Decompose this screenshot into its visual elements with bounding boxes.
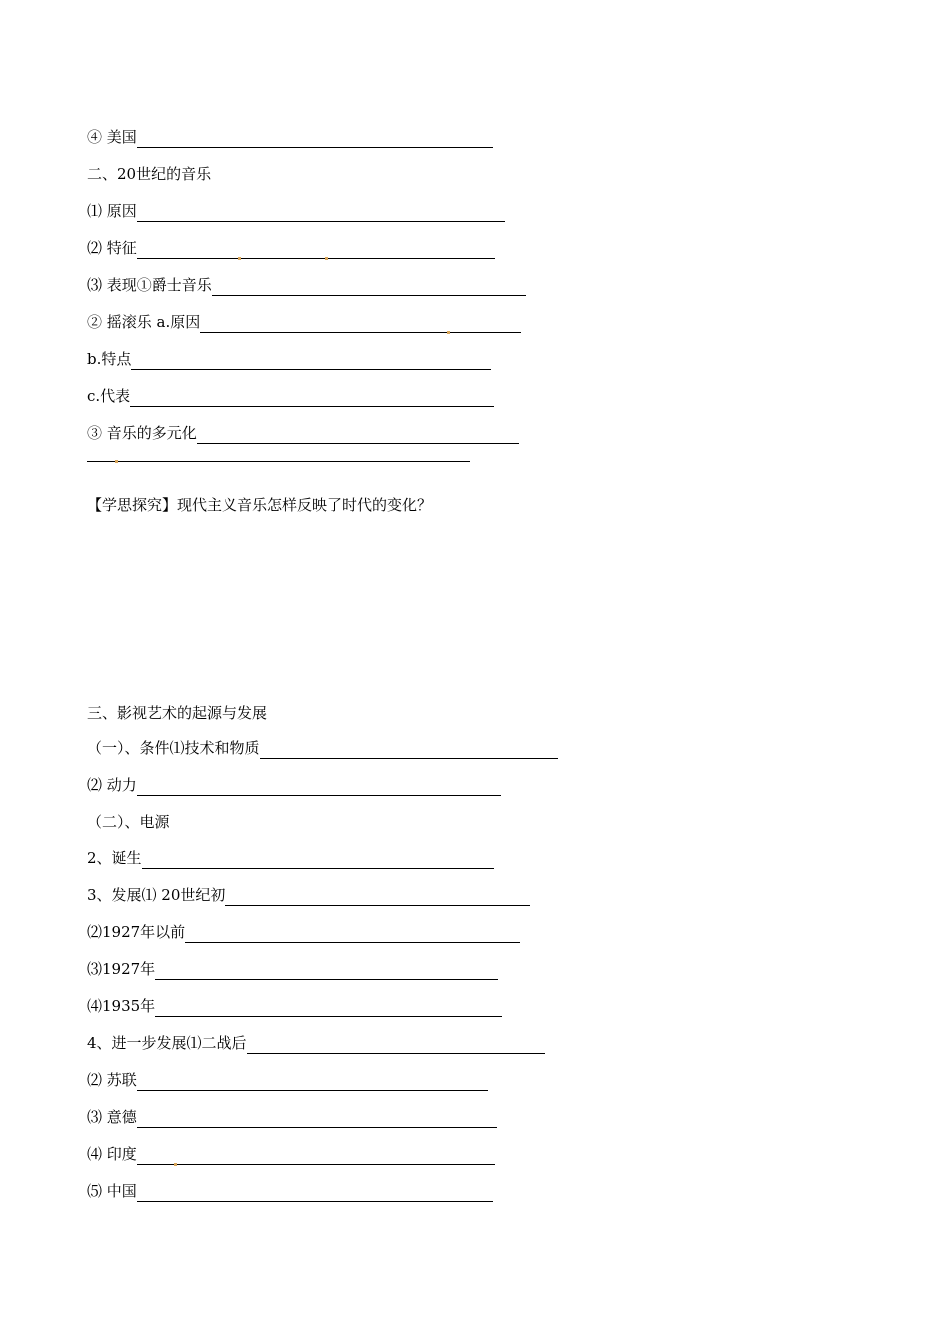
inquiry-question-text: 【学思探究】现代主义音乐怎样反映了时代的变化？: [87, 496, 433, 514]
item-ussr: [87, 1067, 488, 1091]
item-italy-germany-label: ⑶ 意德: [87, 1108, 137, 1126]
answer-blank[interactable]: [155, 998, 502, 1017]
section-heading-20th-century-music: [87, 161, 211, 185]
item-before-1927-label: ⑵1927年以前: [87, 923, 186, 941]
answer-blank[interactable]: [137, 1109, 497, 1128]
item-rock-reason-label: ② 摇滚乐 a.原因: [87, 313, 201, 331]
item-postwar-label: 4、进一步发展⑴二战后: [87, 1034, 247, 1052]
answer-blank[interactable]: [155, 961, 498, 980]
answer-blank[interactable]: [137, 129, 493, 148]
item-postwar: [87, 1030, 545, 1054]
answer-blank[interactable]: [130, 388, 494, 407]
item-development-early-20th: [87, 882, 530, 906]
item-rock-features: [87, 346, 491, 370]
subsection-heading-film: [87, 809, 170, 833]
item-reason-label: ⑴ 原因: [87, 202, 137, 220]
answer-blank-continuation[interactable]: [87, 441, 470, 462]
item-birth-label: 2、诞生: [87, 849, 142, 867]
marker-dot: [238, 257, 241, 260]
item-conditions-technology: [87, 735, 558, 759]
item-development-label: 3、发展⑴ 20世纪初: [87, 886, 226, 904]
item-india-label: ⑷ 印度: [87, 1145, 137, 1163]
section-heading-film-art: [87, 700, 267, 724]
item-usa-label: ④ 美国: [87, 128, 137, 146]
answer-blank[interactable]: [142, 850, 494, 869]
item-before-1927: [87, 919, 520, 943]
item-1935: [87, 993, 502, 1017]
answer-blank[interactable]: [137, 1183, 493, 1202]
item-rock-reason: [87, 309, 521, 333]
answer-blank[interactable]: [225, 887, 530, 906]
item-motivation-label: ⑵ 动力: [87, 776, 137, 794]
item-motivation: [87, 772, 501, 796]
answer-blank[interactable]: [137, 203, 505, 222]
answer-blank[interactable]: [137, 777, 501, 796]
answer-blank[interactable]: [212, 277, 526, 296]
answer-blank[interactable]: [137, 1072, 488, 1091]
item-ussr-label: ⑵ 苏联: [87, 1071, 137, 1089]
item-1927: [87, 956, 498, 980]
answer-blank[interactable]: [185, 924, 520, 943]
item-italy-germany: [87, 1104, 497, 1128]
marker-dot: [115, 460, 118, 463]
section-heading-label: 三、影视艺术的起源与发展: [87, 704, 268, 722]
item-usa: [87, 124, 493, 148]
item-features: [87, 235, 495, 259]
item-birth: [87, 845, 494, 869]
marker-dot: [174, 1163, 177, 1166]
item-1927-label: ⑶1927年: [87, 960, 156, 978]
marker-dot: [325, 257, 328, 260]
inquiry-question: [87, 492, 432, 516]
subsection-heading-label: （二）、电源: [87, 813, 170, 831]
item-jazz: [87, 272, 526, 296]
item-reason: [87, 198, 505, 222]
answer-blank[interactable]: [137, 240, 495, 259]
section-heading-label: 二、20世纪的音乐: [87, 165, 212, 183]
item-china-label: ⑸ 中国: [87, 1182, 137, 1200]
continuation-line: [87, 440, 470, 462]
item-jazz-label: ⑶ 表现①爵士音乐: [87, 276, 212, 294]
item-features-label: ⑵ 特征: [87, 239, 137, 257]
item-rock-features-label: b.特点: [87, 350, 132, 368]
marker-dot: [447, 331, 450, 334]
item-conditions-label: （一）、条件⑴技术和物质: [87, 739, 260, 757]
item-rock-representatives-label: c.代表: [87, 387, 131, 405]
answer-blank[interactable]: [137, 1146, 495, 1165]
answer-blank[interactable]: [200, 314, 521, 333]
item-music-diversity-label: ③ 音乐的多元化: [87, 424, 197, 442]
answer-blank[interactable]: [131, 351, 491, 370]
answer-blank[interactable]: [260, 740, 558, 759]
item-1935-label: ⑷1935年: [87, 997, 156, 1015]
item-china: [87, 1178, 493, 1202]
item-india: [87, 1141, 495, 1165]
answer-blank[interactable]: [247, 1035, 545, 1054]
item-rock-representatives: [87, 383, 494, 407]
